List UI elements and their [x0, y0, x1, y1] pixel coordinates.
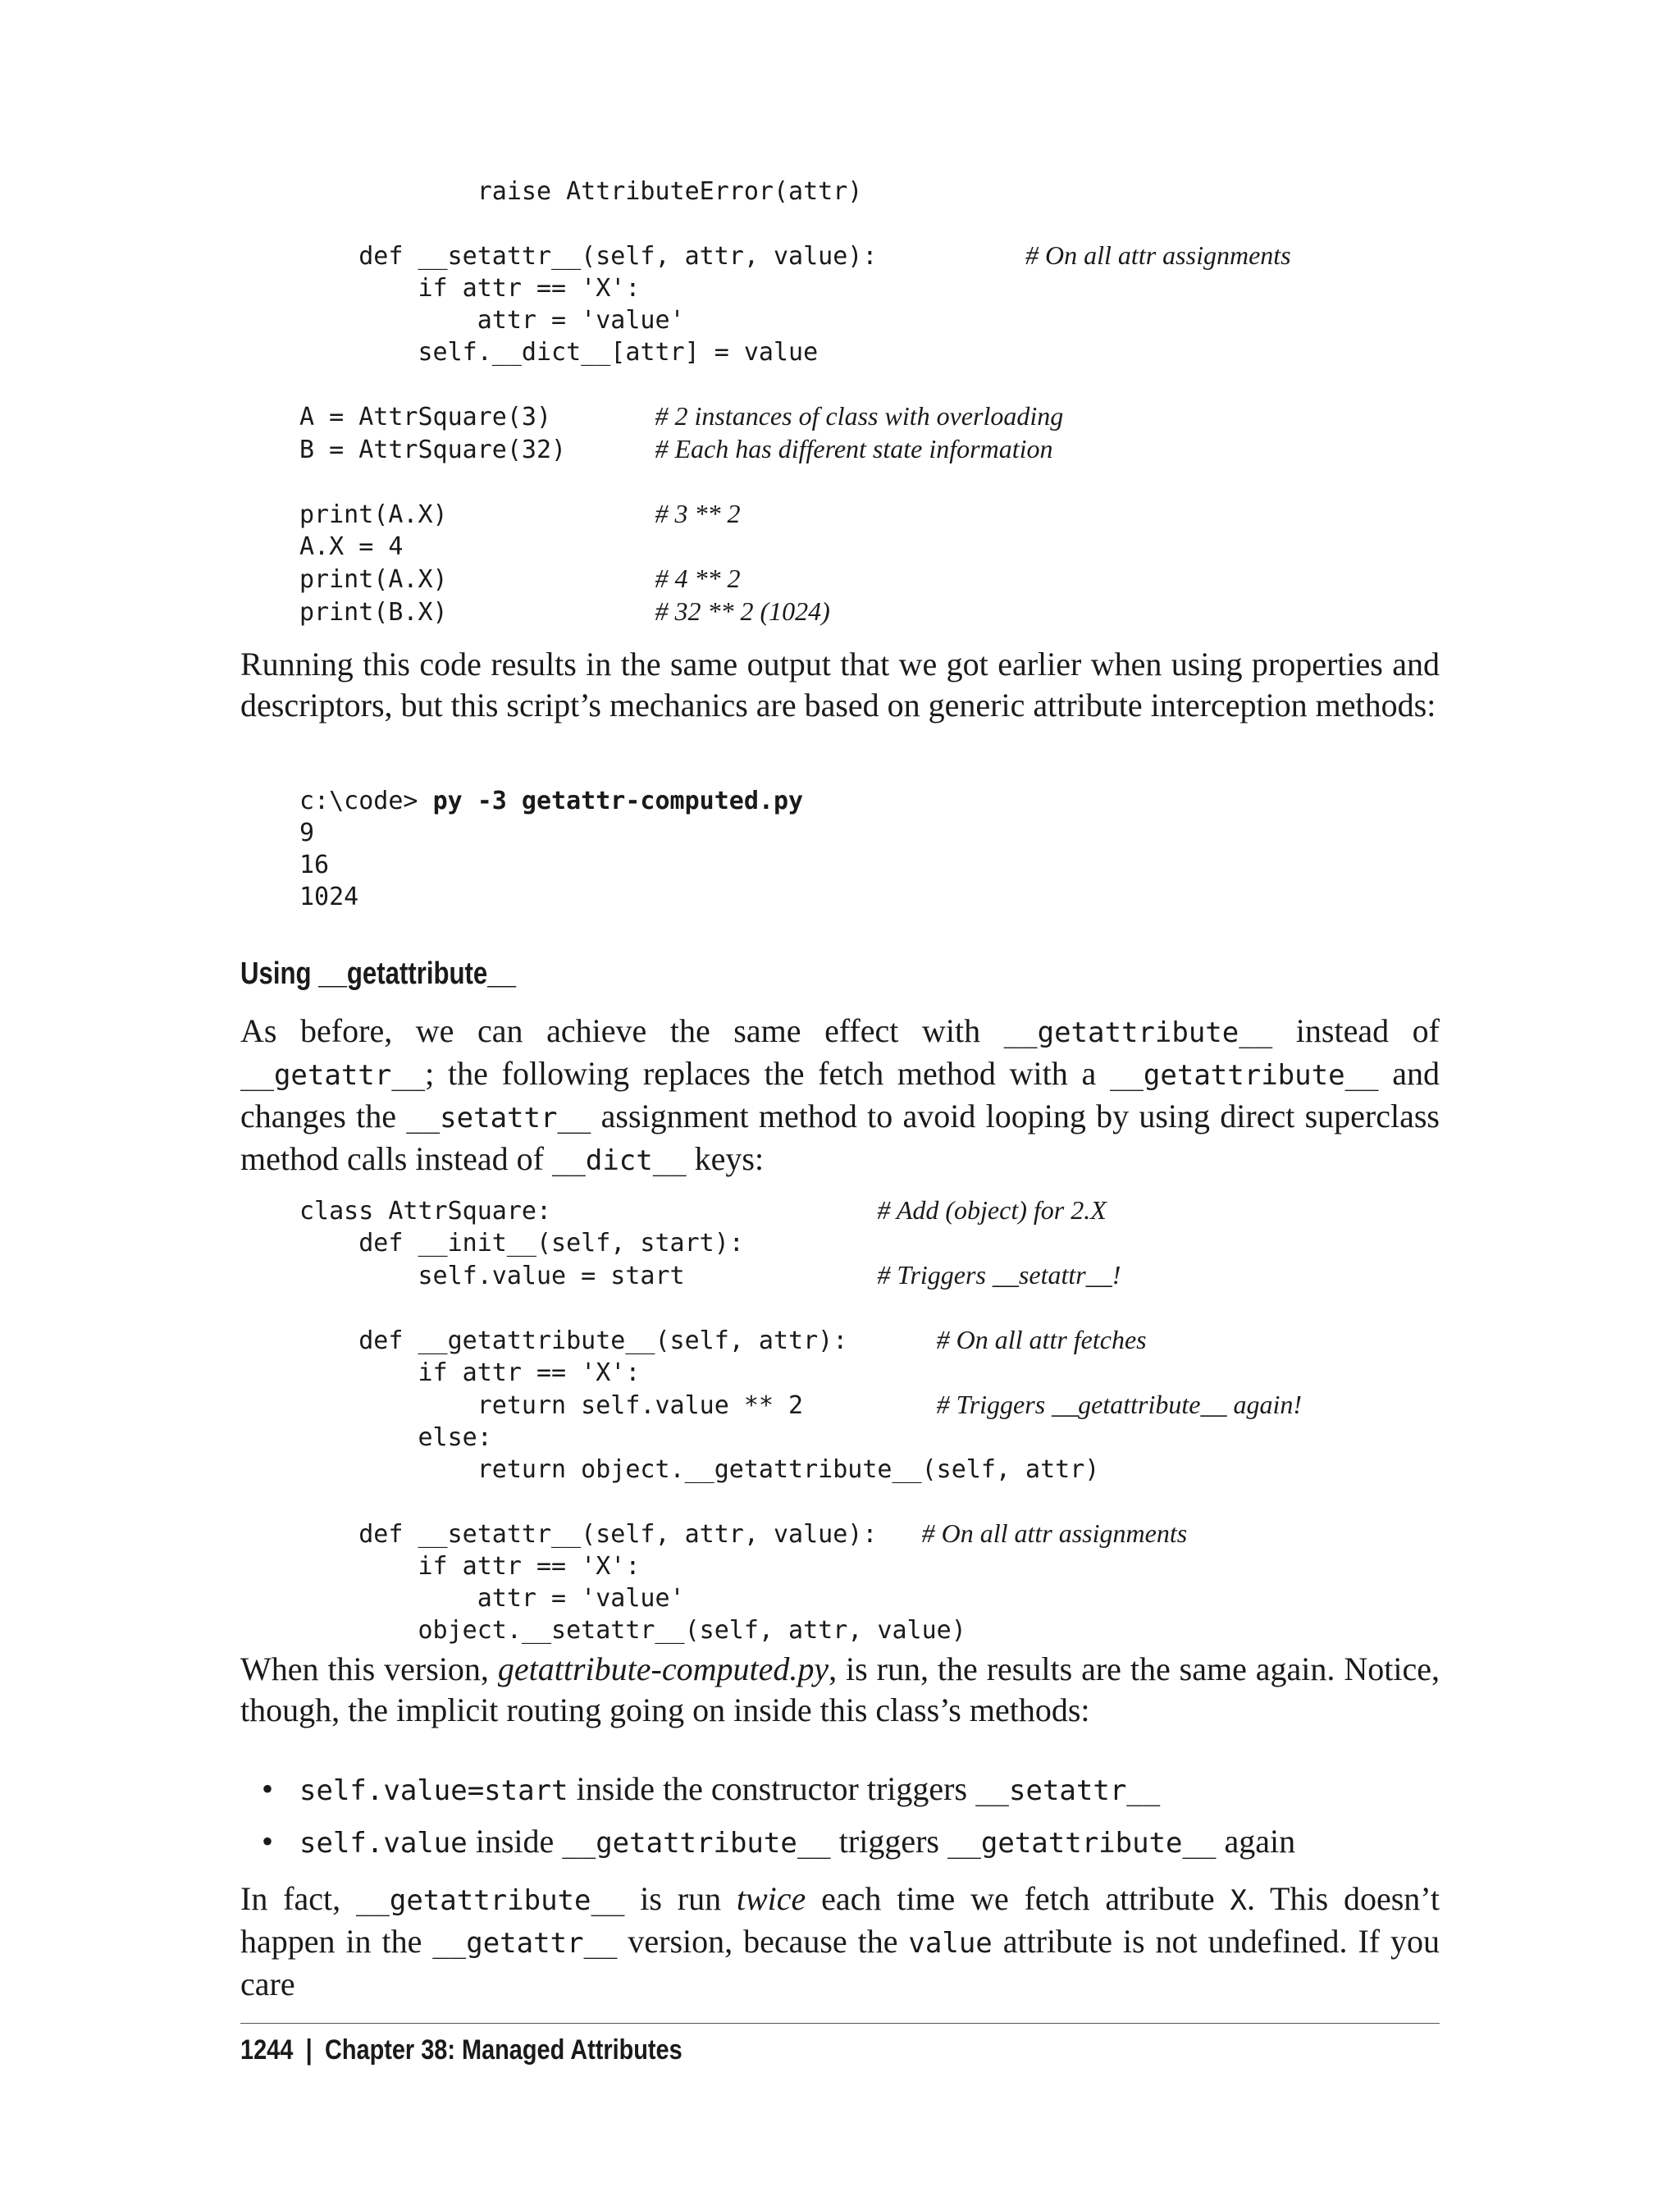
inline-code: __getattribute__	[562, 1827, 831, 1860]
code-line: if attr == 'X':	[299, 1358, 641, 1387]
code-line: print(B.X)	[299, 598, 448, 627]
code-comment: # 4 ** 2	[655, 564, 741, 593]
footer-separator: |	[305, 2034, 313, 2066]
code-comment: # Add (object) for 2.X	[877, 1195, 1107, 1225]
inline-code: __getattribute__	[1109, 1059, 1379, 1092]
code-block-1	[299, 176, 1291, 628]
console-output-line: 9	[299, 819, 315, 847]
list-item	[258, 1816, 1295, 1869]
code-line: else:	[299, 1423, 492, 1452]
code-line: if attr == 'X':	[299, 274, 641, 303]
section-heading: Using __getattribute__	[240, 956, 516, 991]
text-run: When this version,	[240, 1650, 498, 1687]
text-run: version, because the	[617, 1923, 909, 1960]
code-comment: # On all attr assignments	[921, 1518, 1188, 1548]
code-comment: # Each has different state information	[655, 434, 1053, 463]
text-run: each time we fetch attribute	[806, 1880, 1230, 1917]
code-line: if attr == 'X':	[299, 1552, 641, 1581]
text-run: assignment method to avoid looping by using direct superclass method calls instead of	[240, 1098, 1440, 1177]
code-block-2	[299, 1194, 1302, 1646]
code-line: return object.__getattribute__(self, attr)	[299, 1455, 1100, 1484]
code-line: A = AttrSquare(3)	[299, 403, 552, 431]
bullet-icon: •	[262, 1770, 274, 1807]
text-run: and changes the	[240, 1055, 1440, 1134]
chapter-title: Chapter 38: Managed Attributes	[324, 2034, 682, 2066]
paragraph-twice	[240, 1879, 1440, 2005]
code-comment: # Triggers __getattribute__ again!	[936, 1390, 1302, 1419]
console-output-line: 16	[299, 851, 330, 879]
text-run: instead of	[1272, 1012, 1440, 1049]
code-line: def __setattr__(self, attr, value):	[299, 242, 878, 271]
console-block	[299, 785, 803, 913]
inline-code: self.value=start	[299, 1774, 568, 1807]
code-line: print(A.X)	[299, 565, 448, 594]
code-line: attr = 'value'	[299, 306, 685, 335]
inline-code: __setattr__	[406, 1102, 591, 1134]
code-line: print(A.X)	[299, 500, 448, 529]
footer-rule	[240, 2023, 1440, 2024]
text-run: As before, we can achieve the same effect with	[240, 1012, 1004, 1049]
paragraph-version-note	[240, 1649, 1440, 1731]
inline-code: __getattribute__	[947, 1827, 1217, 1860]
inline-code: __getattribute__	[355, 1884, 625, 1917]
file-name: getattribute-computed.py	[497, 1650, 829, 1687]
console-command: py -3 getattr-computed.py	[432, 787, 804, 815]
code-line: A.X = 4	[299, 532, 404, 561]
text-run: inside the constructor triggers	[568, 1770, 976, 1807]
text-run: keys:	[686, 1140, 765, 1177]
inline-code: X	[1230, 1884, 1247, 1917]
code-line: attr = 'value'	[299, 1584, 685, 1613]
list-item	[258, 1764, 1295, 1816]
bullet-icon: •	[262, 1823, 274, 1860]
text-run: , is run, the results are the same again. Notice, though, the implicit routing going on inside this class’s methods:	[240, 1650, 1440, 1728]
code-comment: # 2 instances of class with overloading	[655, 401, 1064, 431]
paragraph-intro: Running this code results in the same output that we got earlier when using properties and descriptors, but this script’s mechanics are based on generic attribute interception methods:	[240, 646, 1440, 724]
code-line: return self.value ** 2	[299, 1391, 804, 1420]
emphasis: twice	[736, 1880, 806, 1917]
text-run: ; the following replaces the fetch method with a	[425, 1055, 1110, 1092]
inline-code: value	[908, 1927, 993, 1960]
code-line: B = AttrSquare(32)	[299, 436, 567, 464]
page-footer	[240, 2031, 682, 2069]
console-prompt: c:\code>	[299, 787, 433, 815]
inline-code: __setattr__	[975, 1774, 1161, 1807]
code-line: raise AttributeError(attr)	[299, 177, 863, 206]
console-output-line: 1024	[299, 883, 359, 911]
text-run: . This doesn’t happen in the	[240, 1880, 1440, 1960]
text-run: again	[1216, 1823, 1296, 1860]
code-comment: # On all attr assignments	[1025, 240, 1291, 270]
inline-code: __dict__	[551, 1144, 687, 1177]
text-run: triggers	[830, 1823, 947, 1860]
code-line: def __getattribute__(self, attr):	[299, 1326, 848, 1355]
inline-code: __getattribute__	[1003, 1016, 1273, 1049]
text-run: In fact,	[240, 1880, 356, 1917]
text-run: attribute is not undefined. If you care	[240, 1923, 1440, 2002]
code-line: def __init__(self, start):	[299, 1229, 744, 1258]
code-line: self.__dict__[attr] = value	[299, 338, 819, 367]
code-line: class AttrSquare:	[299, 1197, 552, 1226]
code-comment: # 3 ** 2	[655, 499, 741, 528]
code-comment: # On all attr fetches	[936, 1325, 1147, 1354]
inline-code: self.value	[299, 1827, 468, 1860]
page-number: 1244	[240, 2034, 294, 2066]
paragraph-getattribute	[240, 1011, 1440, 1181]
code-line: self.value = start	[299, 1262, 685, 1290]
code-line: object.__setattr__(self, attr, value)	[299, 1616, 966, 1645]
code-comment: # 32 ** 2 (1024)	[655, 596, 830, 626]
inline-code: __getattr__	[432, 1927, 618, 1960]
inline-code: __getattr__	[240, 1059, 426, 1092]
text-run: inside	[467, 1823, 563, 1860]
code-comment: # Triggers __setattr__!	[877, 1260, 1121, 1290]
code-line: def __setattr__(self, attr, value):	[299, 1520, 878, 1549]
text-run: is run	[624, 1880, 737, 1917]
bullet-list	[258, 1764, 1295, 1869]
